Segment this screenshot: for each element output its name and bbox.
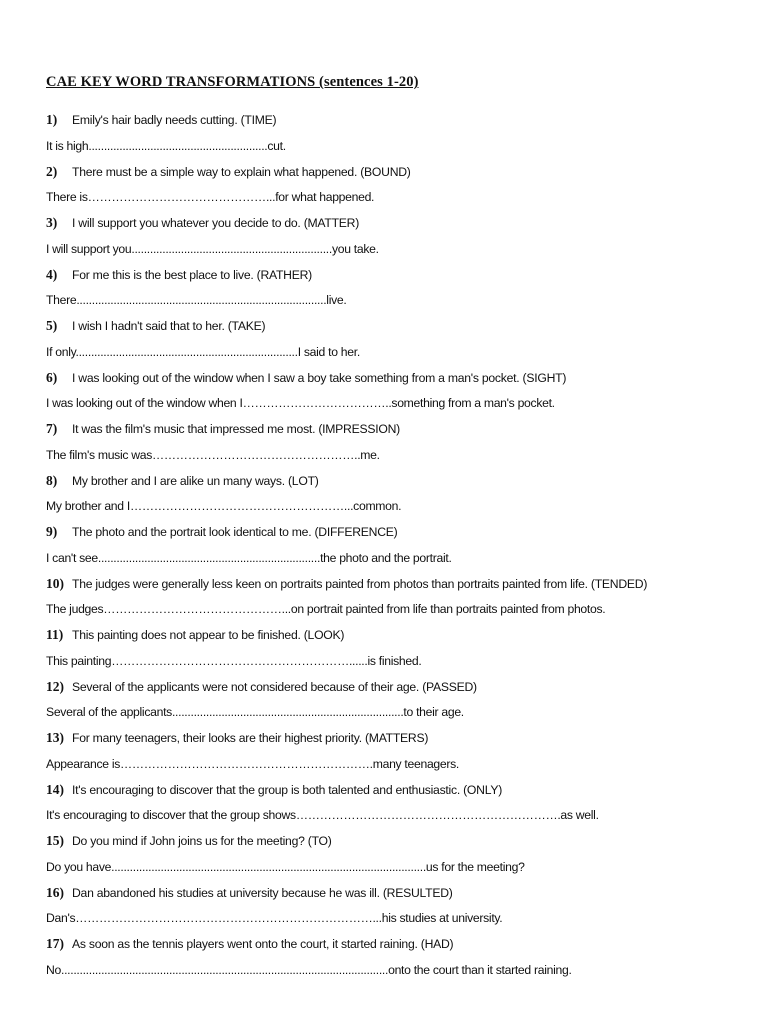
exercise-question-text: Do you mind if John joins us for the meeting? (TO) bbox=[72, 834, 332, 848]
exercise-number: 11) bbox=[46, 627, 64, 642]
exercise-number: 9) bbox=[46, 524, 58, 539]
exercise-question-text: For me this is the best place to live. (RATHER) bbox=[72, 267, 312, 282]
exercise-question bbox=[46, 317, 746, 343]
exercise-question bbox=[46, 111, 746, 137]
exercise-answer-line: I will support you.................................................................you take. bbox=[46, 241, 379, 256]
exercise-question bbox=[46, 575, 746, 601]
exercise-item bbox=[46, 369, 746, 421]
exercise-item bbox=[46, 626, 746, 678]
exercise-question bbox=[46, 214, 746, 240]
exercise-question-text: Several of the applicants were not considered because of their age. (PASSED) bbox=[72, 679, 477, 694]
exercise-number: 2) bbox=[46, 163, 58, 179]
exercise-item bbox=[46, 884, 746, 936]
exercise-item bbox=[46, 935, 746, 987]
worksheet-title: CAE KEY WORD TRANSFORMATIONS (sentences 1-20) bbox=[46, 74, 419, 90]
exercise-item bbox=[46, 266, 746, 318]
exercise-answer-line: There is………………………………………...for what happened. bbox=[46, 190, 375, 205]
exercise-item bbox=[46, 575, 746, 627]
exercise-answer-line: There.................................................................................live. bbox=[46, 293, 347, 308]
exercise-item bbox=[46, 678, 746, 730]
exercise-answer-line: I was looking out of the window when I………………………………..something from a man's pocket. bbox=[46, 396, 555, 411]
exercise-question bbox=[46, 884, 746, 910]
exercise-question-text: Emily's hair badly needs cutting. (TIME) bbox=[72, 113, 277, 127]
exercise-question-text: This painting does not appear to be finished. (LOOK) bbox=[72, 628, 345, 642]
exercise-question bbox=[46, 523, 746, 549]
exercise-question bbox=[46, 626, 746, 652]
exercise-answer-line: I can't see........................................................................the photo and the portrait. bbox=[46, 550, 452, 565]
exercise-question bbox=[46, 729, 746, 755]
exercise-answer-line: Appearance is……………………………………………………….many teenagers. bbox=[46, 756, 460, 771]
exercise-item bbox=[46, 111, 746, 163]
exercise-list bbox=[46, 111, 746, 987]
exercise-question-text: The judges were generally less keen on portraits painted from photos than portraits painted from life. (TENDED) bbox=[72, 576, 648, 591]
exercise-answer-line: The film's music was……………………………………………..me. bbox=[46, 447, 380, 462]
exercise-question bbox=[46, 781, 746, 807]
exercise-answer-line: Dan's…………………………………………………………………...his studies at university. bbox=[46, 911, 503, 926]
exercise-question bbox=[46, 420, 746, 446]
exercise-answer-line: The judges………………………………………...on portrait painted from life than portraits painted from photos. bbox=[46, 602, 606, 617]
exercise-question-text: I wish I hadn't said that to her. (TAKE) bbox=[72, 319, 266, 333]
exercise-question bbox=[46, 935, 746, 961]
exercise-item bbox=[46, 729, 746, 781]
exercise-number: 6) bbox=[46, 369, 58, 385]
exercise-answer-line: If only........................................................................I said to her. bbox=[46, 344, 360, 359]
exercise-question-text: The photo and the portrait look identical to me. (DIFFERENCE) bbox=[72, 525, 398, 539]
exercise-question bbox=[46, 369, 746, 395]
exercise-number: 1) bbox=[46, 112, 58, 127]
exercise-number: 13) bbox=[46, 730, 64, 745]
exercise-item bbox=[46, 214, 746, 266]
exercise-item bbox=[46, 523, 746, 575]
exercise-number: 17) bbox=[46, 936, 64, 951]
exercise-question bbox=[46, 832, 746, 858]
exercise-question bbox=[46, 678, 746, 704]
exercise-number: 3) bbox=[46, 215, 58, 230]
exercise-question-text: For many teenagers, their looks are their highest priority. (MATTERS) bbox=[72, 731, 429, 745]
exercise-answer-line: It is high..........................................................cut. bbox=[46, 138, 286, 153]
exercise-number: 7) bbox=[46, 421, 58, 436]
exercise-answer-line: This painting……………………………………………………......is finished. bbox=[46, 653, 422, 668]
exercise-question bbox=[46, 472, 746, 498]
exercise-item bbox=[46, 472, 746, 524]
exercise-number: 12) bbox=[46, 678, 64, 694]
exercise-question-text: Dan abandoned his studies at university because he was ill. (RESULTED) bbox=[72, 885, 453, 900]
exercise-number: 10) bbox=[46, 575, 64, 591]
exercise-item bbox=[46, 832, 746, 884]
exercise-item bbox=[46, 317, 746, 369]
exercise-answer-line: Several of the applicants...........................................................................to their age. bbox=[46, 705, 464, 720]
exercise-item bbox=[46, 420, 746, 472]
exercise-number: 15) bbox=[46, 833, 64, 848]
exercise-question-text: There must be a simple way to explain what happened. (BOUND) bbox=[72, 164, 411, 179]
exercise-question-text: I will support you whatever you decide to do. (MATTER) bbox=[72, 216, 360, 230]
exercise-question bbox=[46, 163, 746, 189]
exercise-question-text: My brother and I are alike un many ways. (LOT) bbox=[72, 473, 319, 488]
exercise-answer-line: No..........................................................................................................onto the court than it started raining. bbox=[46, 962, 572, 977]
exercise-number: 4) bbox=[46, 266, 58, 282]
exercise-question-text: It was the film's music that impressed me most. (IMPRESSION) bbox=[72, 422, 400, 436]
exercise-number: 14) bbox=[46, 781, 64, 797]
exercise-number: 16) bbox=[46, 884, 64, 900]
exercise-number: 8) bbox=[46, 472, 58, 488]
exercise-item bbox=[46, 781, 746, 833]
exercise-answer-line: Do you have......................................................................................................us for the meeting? bbox=[46, 859, 525, 874]
exercise-item bbox=[46, 163, 746, 215]
exercise-question-text: As soon as the tennis players went onto the court, it started raining. (HAD) bbox=[72, 937, 454, 951]
exercise-answer-line: My brother and I………………………………………………...common. bbox=[46, 499, 402, 514]
exercise-number: 5) bbox=[46, 318, 58, 333]
exercise-answer-line: It's encouraging to discover that the group shows………………………………………………………….as well. bbox=[46, 808, 599, 823]
exercise-question bbox=[46, 266, 746, 292]
exercise-question-text: It's encouraging to discover that the group is both talented and enthusiastic. (ONLY) bbox=[72, 782, 503, 797]
exercise-question-text: I was looking out of the window when I saw a boy take something from a man's pocket. (SIGHT) bbox=[72, 370, 567, 385]
